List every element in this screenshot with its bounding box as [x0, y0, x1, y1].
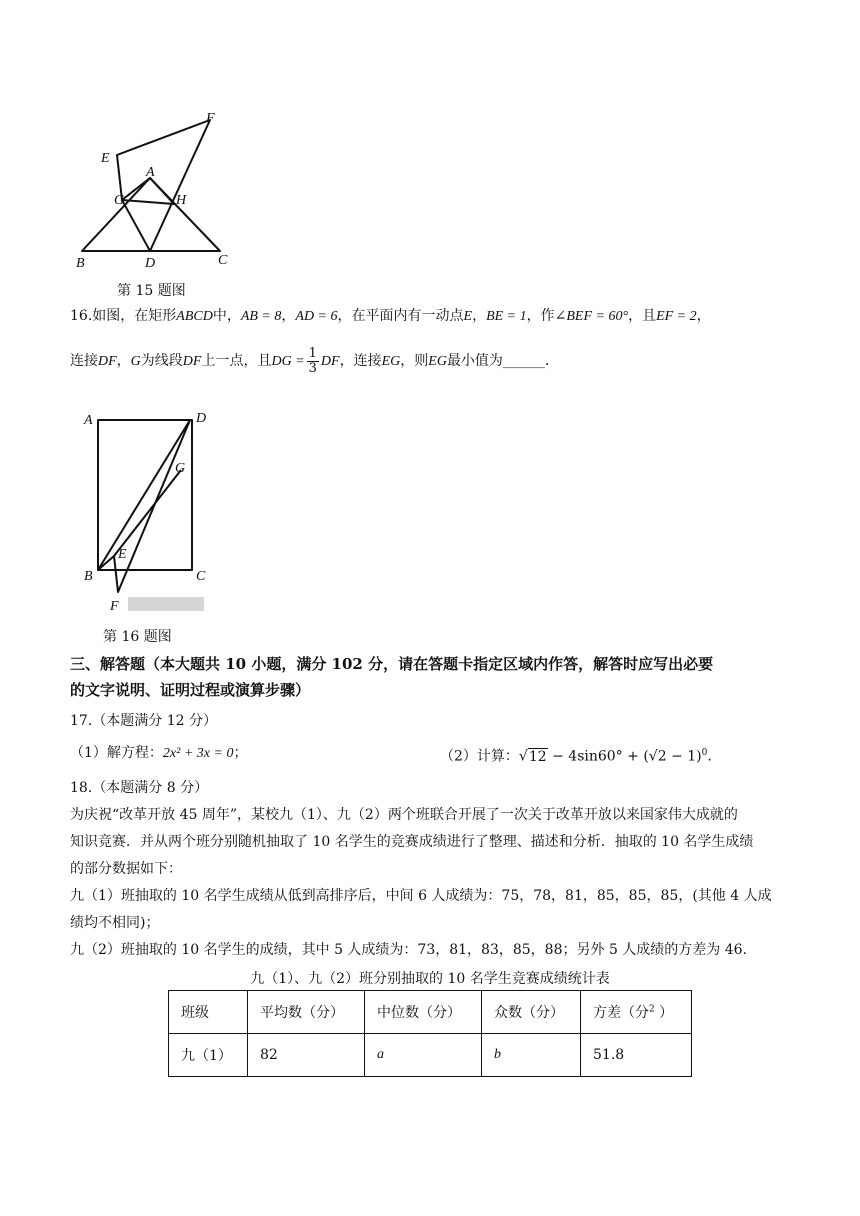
q16-line-2 [70, 345, 790, 378]
q17-text: ； [233, 745, 248, 761]
q16-answer-blank: 最小值为______. [446, 353, 550, 369]
q16-be: BE = 1 [486, 309, 527, 324]
q16-dg: DG = [271, 354, 305, 369]
table-cell: b [482, 1034, 581, 1077]
q16-text: ，作 [526, 308, 555, 324]
q17-part-2 [440, 744, 712, 766]
q18-class-1-line-1: 九（1）班抽取的 10 名学生成绩从低到高排序后，中间 6 人成绩为：75，78，81，85，85，85，(其他 4 人成 [70, 888, 772, 904]
table-cell: 82 [248, 1034, 365, 1077]
q18-paragraph-2: 知识竞赛．并从两个班分别随机抽取了 10 名学生的竞赛成绩进行了整理、描述和分析．抽取的 10 名学生成绩 [70, 834, 754, 850]
q17-exponent: 0 [701, 748, 708, 758]
q16-text: ，连接 [339, 353, 382, 369]
table-row [169, 1034, 692, 1077]
q17-title: 17.（本题满分 12 分） [70, 713, 217, 729]
header-text: 方差（分 [593, 1005, 649, 1021]
q16-text: ， [116, 353, 131, 369]
table-cell: a [365, 1034, 482, 1077]
q16-df3: DF [320, 354, 340, 369]
figure-15-caption: 第 15 题图 [117, 283, 186, 299]
figure-16-caption: 第 16 题图 [103, 629, 172, 645]
table-header-row [169, 991, 692, 1034]
label-a: A [84, 413, 93, 428]
label-e: E [101, 151, 110, 166]
label-e: E [118, 547, 127, 562]
label-c: C [196, 569, 206, 584]
q16-line-1 [70, 307, 790, 326]
q16-text: ， [281, 308, 296, 324]
q17-part-2-label: （2）计算： [440, 748, 519, 765]
q16-g: G [130, 354, 141, 369]
q16-df: DF [98, 354, 117, 369]
q17-radicand: 12 [528, 748, 547, 765]
q18-table-title: 九（1）、九（2）班分别抽取的 10 名学生竞赛成绩统计表 [250, 971, 610, 987]
triangle-abc [82, 178, 220, 251]
table-header-cell: 众数（分） [482, 991, 581, 1034]
table-cell: 九（1） [169, 1034, 248, 1077]
label-b: B [76, 256, 85, 271]
q16-text: ，则 [400, 353, 429, 369]
q16-fraction [307, 347, 319, 376]
q17-part-1-label: （1）解方程： [70, 745, 163, 761]
q18-class-2: 九（2）班抽取的 10 名学生的成绩，其中 5 人成绩为：73，81，83，85，88；另外 5 人成绩的方差为 46. [70, 942, 748, 958]
table-header-cell: 中位数（分） [365, 991, 482, 1034]
q17-text: . [707, 748, 712, 765]
sqrt-sign: √ [518, 748, 528, 765]
label-g: G [175, 461, 186, 476]
q18-paragraph-1: 为庆祝“改革开放 45 周年”，某校九（1）、九（2）两个班联合开展了一次关于改革开放以来国家伟大成就的 [70, 807, 738, 823]
q16-text: 中， [212, 308, 241, 324]
q17-power-base: (√2 − 1) [643, 748, 702, 765]
label-f: F [206, 111, 215, 126]
q16-angle: ∠BEF = 60° [554, 309, 629, 324]
q16-ad: AD = 6 [295, 309, 338, 324]
q16-text: 如图，在矩形 [92, 308, 177, 324]
label-g: G [114, 193, 125, 208]
fraction-denominator: 3 [308, 360, 317, 376]
q16-text: 连接 [70, 353, 98, 369]
label-f: F [110, 599, 119, 614]
label-h: H [176, 193, 187, 208]
fraction-numerator: 1 [308, 345, 317, 361]
q16-ef: EF = 2 [656, 309, 697, 324]
label-c: C [218, 253, 228, 268]
q16-text: ， [472, 308, 487, 324]
q18-paragraph-3: 的部分数据如下： [70, 861, 182, 877]
section-3-heading-line-2: 的文字说明、证明过程或演算步骤） [70, 681, 311, 699]
q17-equation: 2x² + 3x = 0 [162, 746, 234, 761]
q16-text: ，且 [628, 308, 657, 324]
section-3-heading-line-1: 三、解答题（本大题共 10 小题，满分 102 分，请在答题卡指定区域内作答，解答时应写出必要 [70, 655, 714, 673]
q18-title: 18.（本题满分 8 分） [70, 780, 209, 796]
q16-text: 为线段 [140, 353, 183, 369]
triangle-bef [98, 420, 190, 592]
q16-abcd: ABCD [176, 309, 213, 324]
q16-text: ， [696, 308, 711, 324]
q16-eg: EG [381, 354, 401, 369]
label-b: B [84, 569, 93, 584]
q16-text: ，在平面内有一动点 [337, 308, 464, 324]
q16-eg2: EG [428, 354, 447, 369]
blurred-watermark [128, 597, 204, 611]
q17-text: − 4sin60° + [547, 748, 644, 765]
header-text: ） [654, 1005, 674, 1021]
figure-15 [70, 108, 240, 274]
score-stats-table [168, 990, 692, 1077]
table-header-cell: 平均数（分） [248, 991, 365, 1034]
q16-ab: AB = 8 [240, 309, 282, 324]
q18-class-1-line-2: 绩均不相同)； [70, 915, 160, 931]
table-cell: 51.8 [581, 1034, 692, 1077]
label-d: D [196, 411, 207, 426]
segment-g-h [122, 178, 174, 204]
segment-e-g [114, 470, 181, 556]
q16-df2: DF [182, 354, 202, 369]
q16-e: E [463, 309, 473, 324]
label-a: A [146, 165, 155, 180]
table-header-cell: 班级 [169, 991, 248, 1034]
q16-number: 16. [70, 308, 93, 324]
header-superscript: 2 [649, 1004, 655, 1015]
q16-text: 上一点，且 [201, 353, 272, 369]
figure-16 [78, 404, 248, 616]
table-header-cell [581, 991, 692, 1034]
label-d: D [145, 256, 156, 271]
quadrilateral-efdg [117, 120, 210, 251]
